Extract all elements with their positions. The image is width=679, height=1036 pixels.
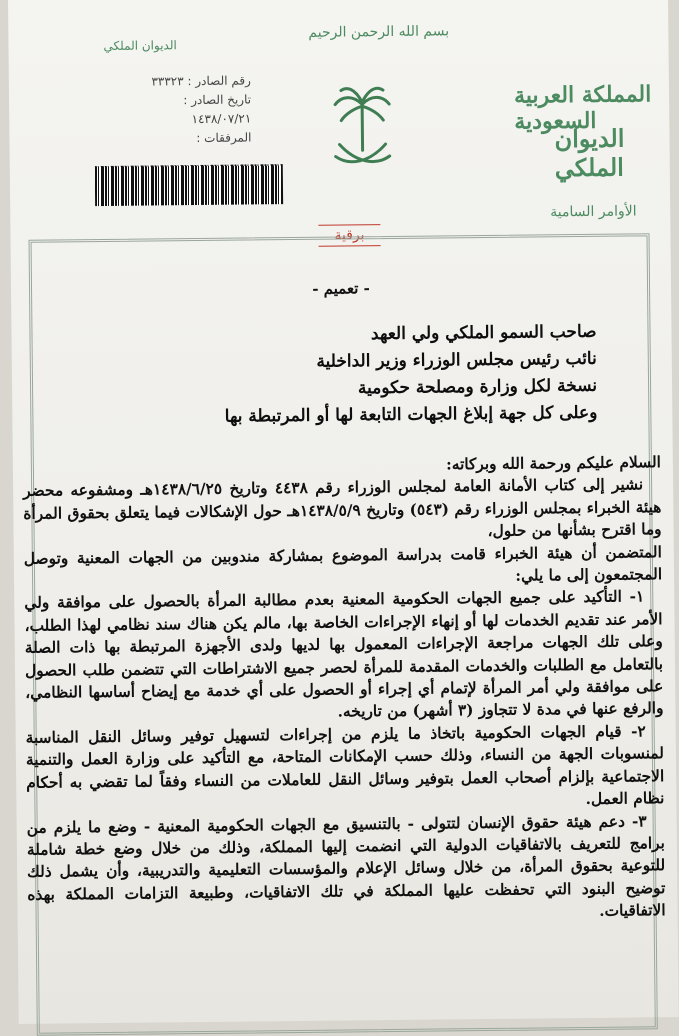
recommendation-item: ٢- قيام الجهات الحكومية باتخاذ ما يلزم من إجراءات لتسهيل توفير وسائل النقل المناسبة لمنسوبات الجهة من النساء، وذلك حسب الإمكانات المتاحة، مع التأكيد على وزارة العمل والتنمية الاجتماعية بإلزام أصحاب العمل بتوفير وسائل النقل للعاملات من النساء وفقاً لما تقضي به أحكام نظام العمل.: [25, 722, 665, 809]
recommendation-item: ٣- دعم هيئة حقوق الإنسان لتتولى - بالتنسيق مع الجهات الحكومية المعنية - وضع ما يلزم من برامج للتعريف بالاتفاقيات الدولية التي انضمت إليها المملكة، وذلك من خلال وضع خطة شاملة للتوعية بحقوق المرأة، من خلال وسائل الإعلام والمؤسسات التعليمية والتدريبية، وأن يشمل ذلك توضيح البنود التي تحفظت عليها المملكة في تلك الاتفاقيات، وطبيعة التزامات المملكة بهذه الاتفاقيات.: [26, 811, 666, 920]
outgoing-number: رقم الصادر : ٣٣٣٢٣: [151, 73, 251, 89]
barcode: [95, 164, 283, 206]
addressee-block: [131, 319, 597, 432]
diwan-small-heading: الديوان الملكي: [103, 38, 177, 54]
telegram-label: برقية: [318, 224, 380, 247]
basmala: بسم الله الرحمن الرحيم: [308, 23, 450, 41]
royal-court-heading: الديوان الملكي: [554, 123, 625, 183]
document-meta: [121, 71, 252, 148]
outgoing-date: تاريخ الصادر : ١٤٣٨/٠٧/٢١: [183, 92, 252, 127]
document-page: [8, 0, 679, 1024]
kingdom-heading: المملكة العربية السعودية: [513, 81, 652, 135]
document-body: [23, 451, 666, 928]
addressee-line: نسخة لكل وزارة ومصلحة حكومية: [357, 375, 598, 399]
document-title: - تعميم -: [312, 279, 370, 298]
intro-paragraph: نشير إلى كتاب الأمانة العامة لمجلس الوزراء رقم ٤٤٣٨ وتاريخ ١٤٣٨/٦/٢٥هـ ومشفوعه محضر هيئة الخبراء بمجلس الوزراء رقم (٥٤٣) وتاريخ ١٤٣٨/٥/٩هـ حول الإشكالات فيما يتعلق بحقوق المرأة وما اقترح بشأنها من حلول،: [23, 475, 662, 541]
addressee-line: صاحب السمو الملكي ولي العهد: [370, 321, 597, 345]
addressee-line: وعلى كل جهة إبلاغ الجهات التابعة لها أو المرتبطة بها: [224, 402, 598, 427]
attachments: المرفقات :: [196, 130, 252, 146]
greeting: السلام عليكم ورحمة الله وبركاته:: [445, 453, 661, 474]
intro-paragraph: المتضمن أن هيئة الخبراء قامت بدراسة الموضوع بمشاركة مندوبين من الجهات المعنية وتوصل المجتمعون إلى ما يلي:: [23, 542, 663, 585]
royal-orders-label: الأوامر السامية: [550, 203, 637, 221]
palm-swords-emblem-icon: [327, 84, 398, 175]
addressee-line: نائب رئيس مجلس الوزراء وزير الداخلية: [316, 348, 597, 372]
recommendation-item: ١- التأكيد على جميع الجهات الحكومية المعنية بعدم مطالبة المرأة بالحصول على موافقة ولي الأمر عند تقديم الخدمات لها أو إنهاء الإجراءات الخاصة بها، مالم يكن هناك سند نظامي لهذا الطلب، وعلى تلك الجهات مراجعة الإجراءات المعمول بها لديها ولدى الأجهزة المرتبطة بها ذات الصلة بالتعامل مع الطلبات والخدمات المقدمة للمرأة لحصر جميع الاشتراطات التي تتضمن طلب الحصول على موافقة ولي أمر المرأة لإتمام أي إجراء أو الحصول على أي خدمة مع إيضاح أساسها النظامي، والرفع عنها في مدة لا تتجاوز (٣ أشهر) من تاريخه.: [24, 587, 664, 722]
